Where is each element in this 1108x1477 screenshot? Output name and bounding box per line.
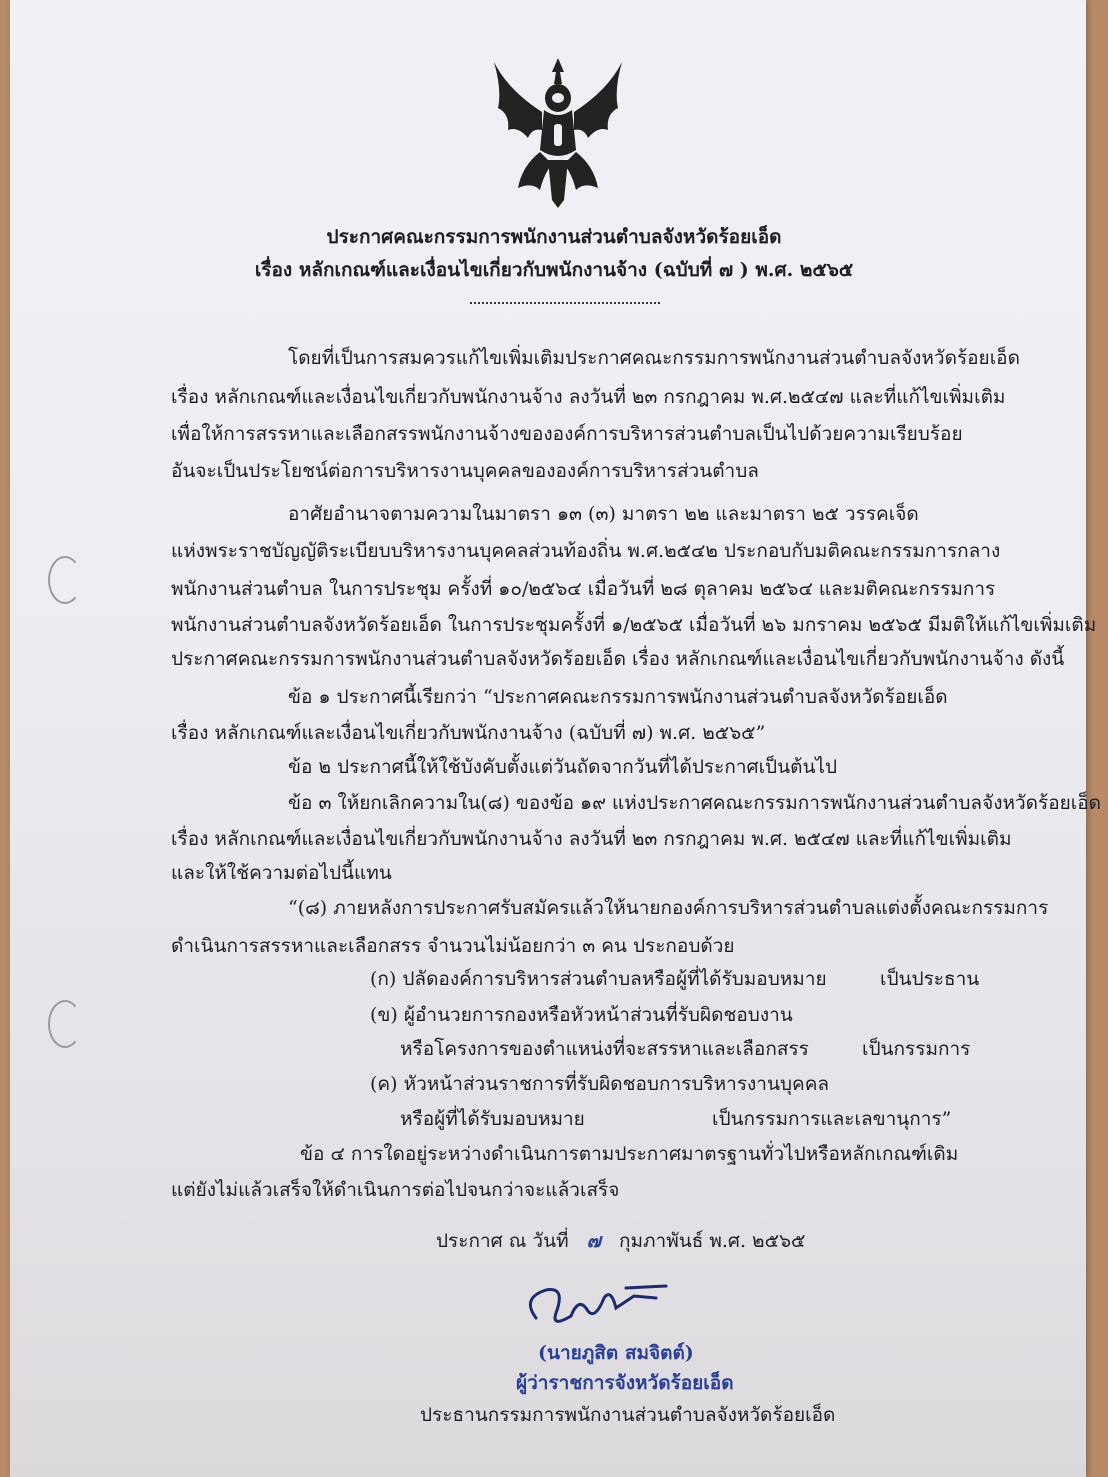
body-line: เรื่อง หลักเกณฑ์และเงื่อนไขเกี่ยวกับพนักงานจ้าง ลงวันที่ ๒๓ กรกฎาคม พ.ศ. ๒๕๔๗ และที่แก้ไขเพิ่มเติม	[171, 828, 1012, 850]
signer-name: (นายภูสิต สมจิตต์)	[538, 1342, 694, 1364]
committee-role-c: เป็นกรรมการและเลขานุการ”	[712, 1108, 952, 1130]
body-line: เรื่อง หลักเกณฑ์และเงื่อนไขเกี่ยวกับพนักงานจ้าง ลงวันที่ ๒๓ กรกฎาคม พ.ศ.๒๕๔๗ และที่แก้ไขเพิ่มเติม	[171, 386, 1006, 408]
committee-item-b: (ข) ผู้อำนวยการกองหรือหัวหน้าส่วนที่รับผิดชอบงาน	[370, 1004, 793, 1026]
clause-4: ข้อ ๔ การใดอยู่ระหว่างดำเนินการตามประกาศมาตรฐานทั่วไปหรือหลักเกณฑ์เดิม	[300, 1143, 959, 1165]
body-line: ดำเนินการสรรหาและเลือกสรร จำนวนไม่น้อยกว่า ๓ คน ประกอบด้วย	[171, 935, 735, 957]
body-line: แห่งพระราชบัญญัติระเบียบบริหารงานบุคคลส่วนท้องถิ่น พ.ศ.๒๕๔๒ ประกอบกับมติคณะกรรมการกลาง	[171, 540, 1001, 562]
signature-mark	[516, 1268, 676, 1348]
committee-item-b-cont: หรือโครงการของตำแหน่งที่จะสรรหาและเลือกสรร	[400, 1038, 809, 1060]
punch-hole-bottom	[48, 1000, 82, 1048]
body-line: อาศัยอำนาจตามความในมาตรา ๑๓ (๓) มาตรา ๒๒ และมาตรา ๒๕ วรรคเจ็ด	[288, 503, 919, 525]
body-line: เพื่อให้การสรรหาและเลือกสรรพนักงานจ้างขององค์การบริหารส่วนตำบลเป็นไปด้วยความเรียบร้อย	[171, 423, 963, 445]
signer-role: ประธานกรรมการพนักงานส่วนตำบลจังหวัดร้อยเอ็ด	[420, 1404, 836, 1426]
punch-hole-top	[48, 556, 82, 604]
committee-item-a: (ก) ปลัดองค์การบริหารส่วนตำบลหรือผู้ที่ได้รับมอบหมาย	[370, 968, 827, 990]
garuda-emblem-icon	[488, 50, 628, 210]
body-line: โดยที่เป็นการสมควรแก้ไขเพิ่มเติมประกาศคณะกรรมการพนักงานส่วนตำบลจังหวัดร้อยเอ็ด	[288, 347, 1020, 369]
title-divider	[470, 302, 660, 304]
committee-item-c-cont: หรือผู้ที่ได้รับมอบหมาย	[400, 1108, 585, 1130]
clause-2: ข้อ ๒ ประกาศนี้ให้ใช้บังคับตั้งแต่วันถัดจากวันที่ได้ประกาศเป็นต้นไป	[288, 756, 838, 778]
committee-item-c: (ค) หัวหน้าส่วนราชการที่รับผิดชอบการบริหารงานบุคคล	[370, 1073, 830, 1095]
document-title: ประกาศคณะกรรมการพนักงานส่วนตำบลจังหวัดร้อยเอ็ด	[326, 226, 782, 248]
body-line: แต่ยังไม่แล้วเสร็จให้ดำเนินการต่อไปจนกว่าจะแล้วเสร็จ	[171, 1179, 620, 1201]
clause-8-text: “(๘) ภายหลังการประกาศรับสมัครแล้วให้นายกองค์การบริหารส่วนตำบลแต่งตั้งคณะกรรมการ	[288, 897, 1049, 919]
announce-day: ๗	[586, 1230, 601, 1252]
clause-3: ข้อ ๓ ให้ยกเลิกความใน(๘) ของข้อ ๑๙ แห่งประกาศคณะกรรมการพนักงานส่วนตำบลจังหวัดร้อยเอ็ด	[288, 792, 1102, 814]
body-line: ประกาศคณะกรรมการพนักงานส่วนตำบลจังหวัดร้อยเอ็ด เรื่อง หลักเกณฑ์และเงื่อนไขเกี่ยวกับพนักงานจ้าง ดังนี้	[171, 648, 1065, 670]
announce-date	[436, 1230, 805, 1252]
body-line: เรื่อง หลักเกณฑ์และเงื่อนไขเกี่ยวกับพนักงานจ้าง (ฉบับที่ ๗) พ.ศ. ๒๕๖๕”	[171, 722, 766, 744]
document-subject: เรื่อง หลักเกณฑ์และเงื่อนไขเกี่ยวกับพนักงานจ้าง (ฉบับที่ ๗ ) พ.ศ. ๒๕๖๕	[254, 259, 854, 281]
committee-role-a: เป็นประธาน	[880, 968, 980, 990]
announce-suffix: กุมภาพันธ์ พ.ศ. ๒๕๖๕	[618, 1230, 806, 1252]
body-line: พนักงานส่วนตำบลจังหวัดร้อยเอ็ด ในการประชุมครั้งที่ ๑/๒๕๖๕ เมื่อวันที่ ๒๖ มกราคม ๒๕๖๕ มีมติให้แก้ไขเพิ่มเติม	[171, 614, 1097, 636]
committee-role-b: เป็นกรรมการ	[862, 1038, 971, 1060]
body-line: พนักงานส่วนตำบล ในการประชุม ครั้งที่ ๑๐/๒๕๖๔ เมื่อวันที่ ๒๘ ตุลาคม ๒๕๖๔ และมติคณะกรรมการ	[171, 578, 996, 600]
signer-position: ผู้ว่าราชการจังหวัดร้อยเอ็ด	[516, 1372, 734, 1394]
clause-1: ข้อ ๑ ประกาศนี้เรียกว่า “ประกาศคณะกรรมการพนักงานส่วนตำบลจังหวัดร้อยเอ็ด	[288, 686, 948, 708]
body-line: และให้ใช้ความต่อไปนี้แทน	[171, 862, 392, 884]
announce-prefix: ประกาศ ณ วันที่	[436, 1230, 569, 1252]
body-line: อันจะเป็นประโยชน์ต่อการบริหารงานบุคคลขององค์การบริหารส่วนตำบล	[171, 460, 759, 482]
